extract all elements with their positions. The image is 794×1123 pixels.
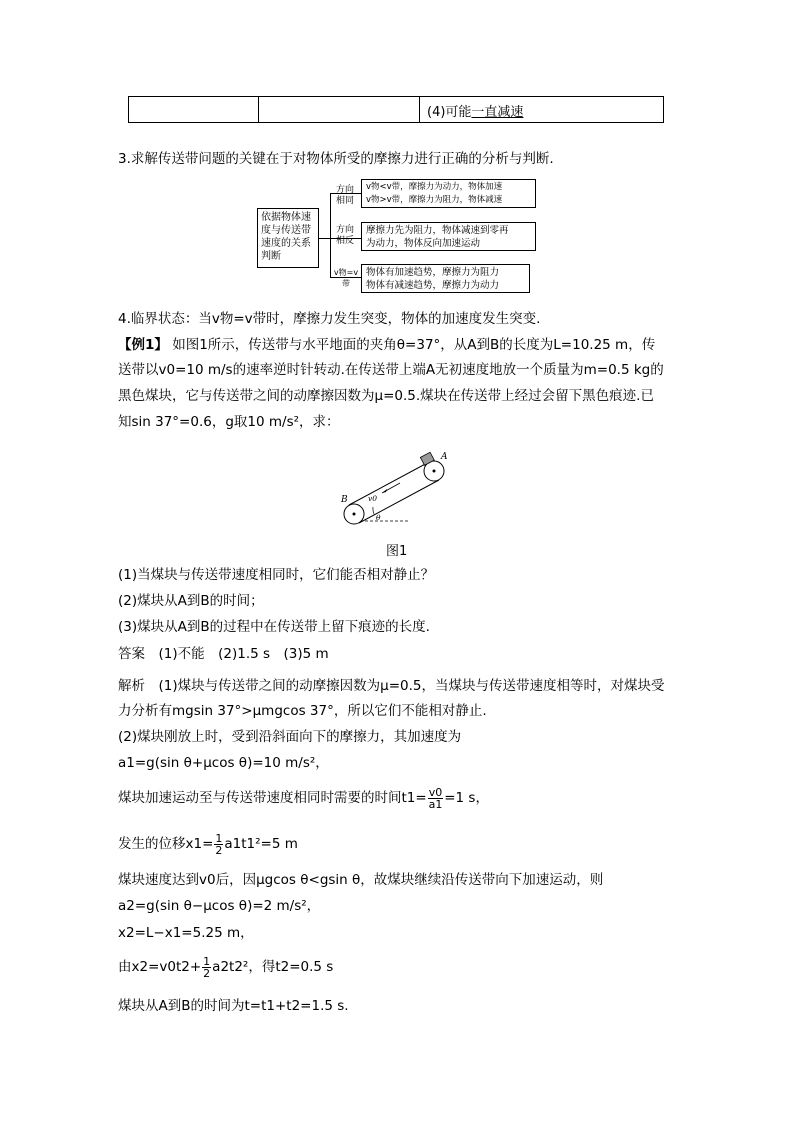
item-4: 4.临界状态：当v物=v带时，摩擦力发生突变，物体的加速度发生突变. [118, 311, 541, 327]
fraction: $\frac{v0}{a1}$ [428, 785, 443, 811]
example-line [118, 337, 655, 353]
conveyor-figure [330, 444, 450, 530]
flowchart-box-equal [361, 264, 530, 293]
example-line: 知sin 37°=0.6，g取10 m/s²，求： [118, 414, 340, 430]
analysis-line: x2=L−x1=5.25 m， [118, 925, 254, 941]
flowchart-text: 摩擦力先为阻力，物体减速到零再 [366, 225, 509, 236]
flowchart-main-box: 依据物体速度与传送带速度的关系判断 [257, 208, 319, 268]
table-fragment [128, 96, 664, 123]
analysis-line: 力分析有mgsin 37°>μmgcos 37°，所以它们不能相对静止. [118, 703, 487, 719]
analysis-line: 由x2=v0t2+ $\frac{1}{2}$ a2t2²，得t2=0.5 s [118, 954, 334, 980]
pulley-b-axle [353, 513, 356, 516]
analysis-line: 煤块从A到B的时间为t=t1+t2=1.5 s. [118, 998, 349, 1014]
label-a: A [441, 452, 448, 462]
example-tag: 【例1】 [118, 337, 168, 353]
label-v0: v0 [368, 494, 378, 503]
figure-caption: 图1 [386, 544, 408, 559]
example-line: 黑色煤块，它与传送带之间的动摩擦因数为μ=0.5.煤块在传送带上经过会留下黑色痕迹.已 [118, 388, 654, 404]
table-divider [258, 97, 259, 122]
connector [319, 238, 330, 239]
example-text: 如图1所示，传送带与水平地面的夹角θ=37°，从A到B的长度为L=10.25 m，传 [172, 337, 656, 353]
analysis-line: 发生的位移x1= $\frac{1}{2}$ a1t1²=5 m [118, 831, 298, 857]
item-3: 3.求解传送带问题的关键在于对物体所受的摩擦力进行正确的分析与判断. [118, 151, 554, 167]
flowchart-text: v物<v带，摩擦力为动力，物体加速 [366, 182, 503, 192]
question-3: (3)煤块从A到B的过程中在传送带上留下痕迹的长度. [118, 619, 430, 635]
analysis-line: 煤块速度达到v0后，因μgcos θ<gsin θ，故煤块继续沿传送带向下加速运动，则 [118, 872, 604, 888]
flowchart-box-opposite [361, 222, 536, 251]
label-b: B [341, 495, 348, 505]
example-line: 送带以v0=10 m/s的速率逆时针转动.在传送带上端A无初速度地放一个质量为m=0.5 kg的 [118, 362, 664, 378]
fraction: $\frac{1}{2}$ [203, 954, 211, 980]
flowchart-text: 为动力，物体反向加速运动 [366, 238, 481, 249]
branch-label: v物=v带 [333, 268, 359, 288]
answer: 答案 (1)不能 (2)1.5 s (3)5 m [118, 646, 329, 662]
analysis-line: (2)煤块刚放上时，受到沿斜面向下的摩擦力，其加速度为 [118, 729, 462, 745]
table-divider [419, 97, 420, 122]
pulley-a-axle [433, 470, 436, 473]
flowchart-text: 物体有减速趋势，摩擦力为动力 [366, 280, 500, 291]
question-2: (2)煤块从A到B的时间； [118, 593, 264, 609]
flowchart-text: v物>v带，摩擦力为阻力，物体减速 [366, 195, 503, 205]
flowchart-box-same [361, 179, 536, 208]
belt-top [349, 462, 429, 505]
analysis-line: 解析 (1)煤块与传送带之间的动摩擦因数为μ=0.5，当煤块与传送带速度相等时，对煤块受 [118, 678, 665, 694]
fraction: $\frac{1}{2}$ [215, 831, 223, 857]
analysis-line: 煤块加速运动至与传送带速度相同时需要的时间t1= $\frac{v0}{a1}$ =1 s， [118, 785, 489, 811]
branch-label: 方向相反 [335, 225, 354, 246]
analysis-line: a1=g(sin θ+μcos θ)=10 m/s²， [118, 755, 329, 771]
table-cell: (4)可能一直减速 [427, 105, 524, 120]
angle-arc [373, 507, 374, 514]
connector [330, 193, 331, 277]
branch-label: 方向相同 [335, 185, 354, 206]
flowchart-text: 物体有加速趋势，摩擦力为阻力 [366, 267, 500, 278]
analysis-line: a2=g(sin θ−μcos θ)=2 m/s²， [118, 898, 321, 914]
question-1: (1)当煤块与传送带速度相同时，它们能否相对静止？ [118, 567, 435, 583]
label-theta: θ [376, 513, 381, 522]
